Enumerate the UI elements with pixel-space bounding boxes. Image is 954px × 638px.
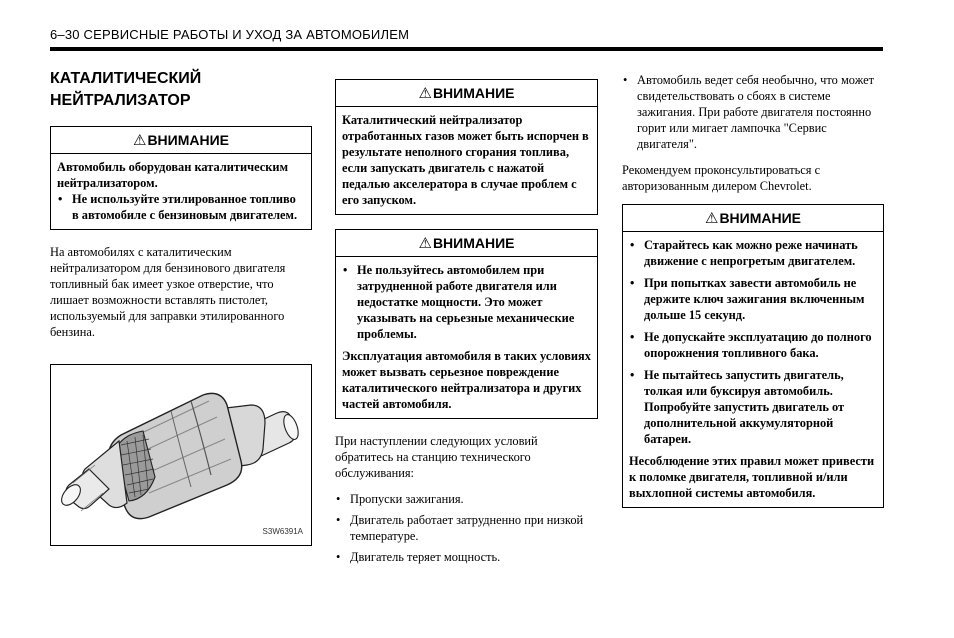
body-paragraph: На автомобилях с каталитическим нейтрализатором для бензинового двигателя топливный бак имеет узкое отверстие, что лишает возможности вставлять пистолет, используемый для заправки этилированного бензина. [50,245,286,339]
warning-box-engine-start [622,204,884,508]
warning-text: Автомобиль оборудован каталитическим нейтрализатором. [57,160,289,190]
list-item: • Двигатель работает затрудненно при низкой температуре. [335,512,598,544]
header-rule [50,47,883,51]
catalytic-converter-illustration [51,365,311,545]
warning-text: Эксплуатация автомобиля в таких условиях может вызвать серьезное повреждение каталитического нейтрализатора и других частей автомобиля. [342,349,591,411]
warning-triangle-icon: ⚠ [132,132,147,149]
conditions-list-continued [622,72,884,152]
warning-text: Несоблюдение этих правил может привести к поломке двигателя, топливной и/или выхлопной системы автомобиля. [629,454,875,500]
column-2 [335,79,598,565]
warning-heading: ⚠ВНИМАНИЕ [336,80,597,107]
warning-body [336,257,597,418]
warning-list-item: • При попытках завести автомобиль не держите ключ зажигания включенным дольше 15 секунд. [629,275,877,323]
section-title-line-2: НЕЙТРАЛИЗАТОР [50,92,191,109]
section-title [50,68,312,112]
warning-heading: ⚠ВНИМАНИЕ [623,205,883,232]
warning-triangle-icon: ⚠ [704,210,719,227]
warning-triangle-icon: ⚠ [418,85,432,102]
list-item: • Пропуски зажигания. [335,491,598,507]
warning-box-engine-problems [335,229,598,419]
body-paragraph: Рекомендуем проконсультироваться с авторизованным дилером Chevrolet. [622,163,821,193]
warning-list-item: • Не используйте этилированное топливо в автомобиле с бензиновым двигателем. [57,191,305,223]
warning-body [51,154,311,229]
warning-list-item: • Не пытайтесь запустить двигатель, толкая или буксируя автомобиль. Попробуйте запустить двигатель от дополнительной аккумуляторной батареи. [629,367,877,447]
figure-code: S3W6391A [262,527,303,536]
column-1 [50,68,312,350]
warning-text: Каталитический нейтрализатор отработанных газов может быть испорчен в результате неполного сгорания топлива, если запускать двигатель с нажатой педалью акселератора в случае проблем с его запуском. [342,113,589,207]
warning-list [57,191,305,223]
warning-body [623,232,883,507]
warning-heading: ⚠ВНИМАНИЕ [336,230,597,257]
list-item: • Двигатель теряет мощность. [335,549,598,565]
warning-box-accelerator [335,79,598,215]
warning-list-item: • Не пользуйтесь автомобилем при затрудненной работе двигателя или недостатке мощности. Это может указывать на серьезные механические проблемы. [342,262,591,342]
warning-list [342,262,591,342]
page-header: 6–30 СЕРВИСНЫЕ РАБОТЫ И УХОД ЗА АВТОМОБИЛЕМ [50,27,410,42]
catalytic-converter-figure [50,364,312,546]
warning-list-item: • Старайтесь как можно реже начинать движение с непрогретым двигателем. [629,237,877,269]
section-title-line-1: КАТАЛИТИЧЕСКИЙ [50,70,202,87]
warning-box-catalyst [50,126,312,230]
warning-list-item: • Не допускайте эксплуатацию до полного опорожнения топливного бака. [629,329,877,361]
list-item: • Автомобиль ведет себя необычно, что может свидетельствовать о сбоях в системе зажигания. При работе двигателя постоянно горит или мигает лампочка "Сервис двигателя". [622,72,884,152]
conditions-list [335,491,598,565]
warning-triangle-icon: ⚠ [418,235,432,252]
body-paragraph: При наступлении следующих условий обратитесь на станцию технического обслуживания: [335,434,538,480]
warning-heading: ⚠ВНИМАНИЕ [51,127,311,154]
warning-list [629,237,877,447]
column-3 [622,72,884,522]
warning-body [336,107,597,214]
